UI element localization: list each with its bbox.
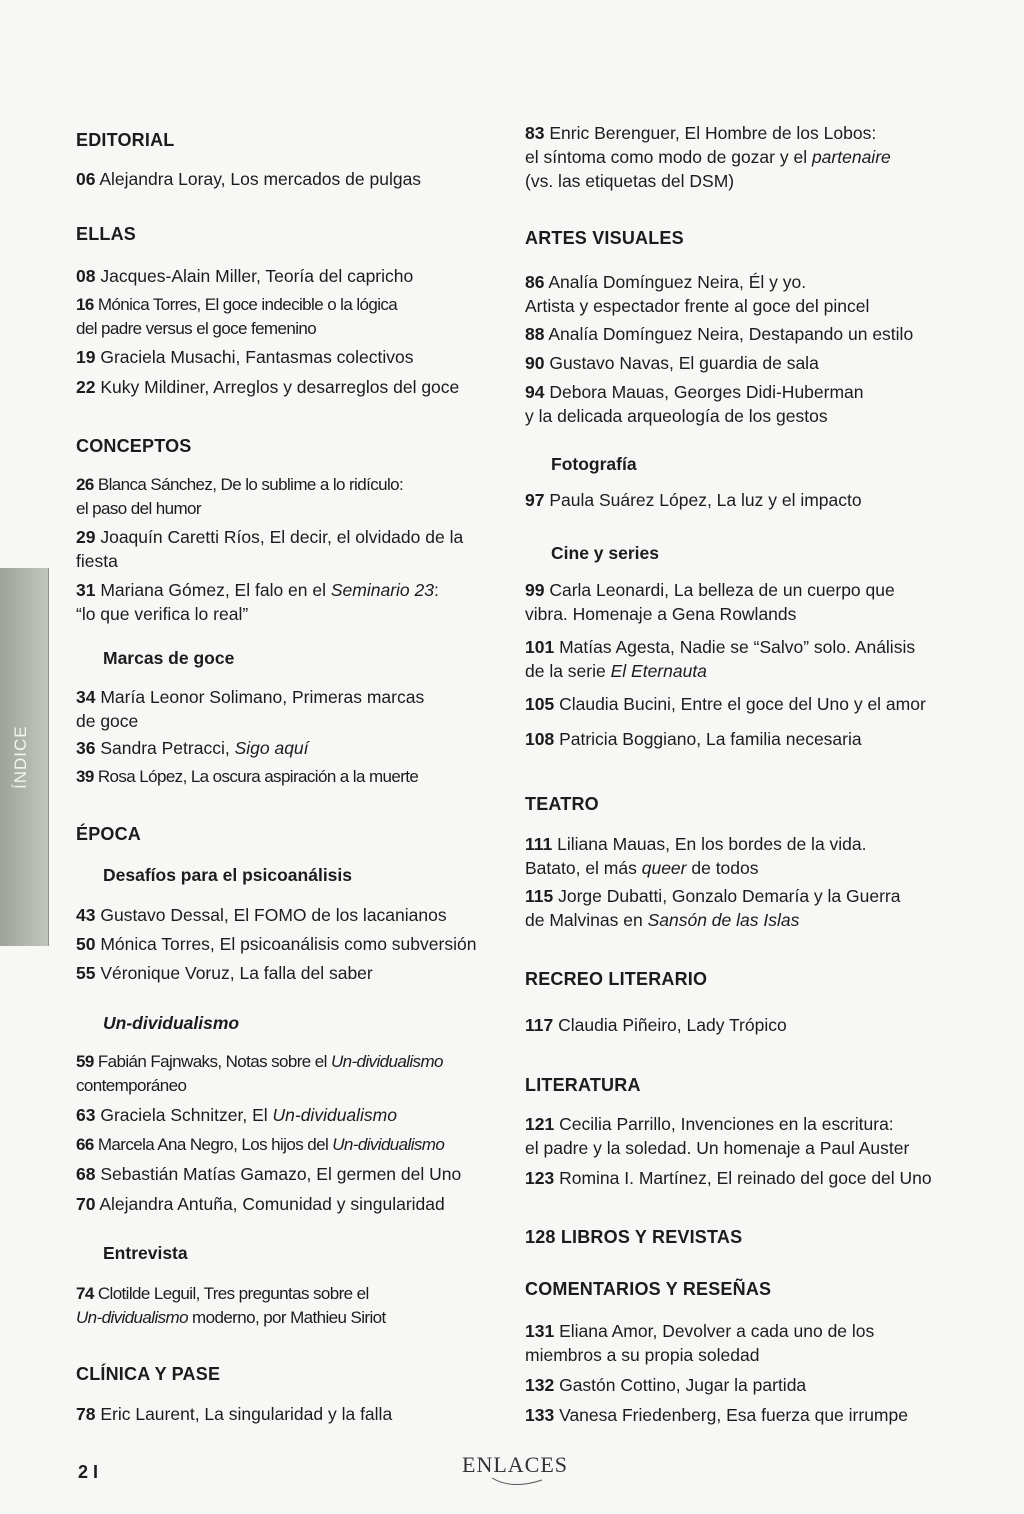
- section-heading-comentarios: COMENTARIOS Y RESEÑAS: [525, 1279, 772, 1299]
- toc-entry[interactable]: 88 Analía Domínguez Neira, Destapando un estilo: [525, 324, 914, 344]
- section-tab-label: ÍNDICE: [11, 725, 30, 789]
- section-heading-literatura: LITERATURA: [525, 1075, 641, 1095]
- page-number: 2 I: [78, 1462, 99, 1482]
- toc-entry[interactable]: 101 Matías Agesta, Nadie se “Salvo” solo. Análisis de la serie El Eternauta: [525, 637, 916, 681]
- toc-entry[interactable]: 115 Jorge Dubatti, Gonzalo Demaría y la Guerra de Malvinas en Sansón de las Islas: [525, 886, 901, 930]
- toc-entry[interactable]: 132 Gastón Cottino, Jugar la partida: [525, 1375, 807, 1395]
- logo-swash-icon: [462, 1474, 582, 1494]
- toc-entry[interactable]: 08 Jacques-Alain Miller, Teoría del capricho: [76, 266, 414, 286]
- toc-entry[interactable]: 63 Graciela Schnitzer, El Un-dividualismo: [76, 1105, 397, 1125]
- subsection-heading-marcas: Marcas de goce: [103, 648, 235, 668]
- section-heading-recreo: RECREO LITERARIO: [525, 969, 708, 989]
- subsection-heading-desafios: Desafíos para el psicoanálisis: [103, 865, 353, 885]
- toc-entry[interactable]: 108 Patricia Boggiano, La familia necesaria: [525, 729, 862, 749]
- logo-text: ENLACES: [462, 1452, 568, 1477]
- toc-entry[interactable]: 36 Sandra Petracci, Sigo aquí: [76, 738, 309, 758]
- subsection-heading-cine: Cine y series: [551, 543, 659, 563]
- toc-entry[interactable]: 83 Enric Berenguer, El Hombre de los Lobos: el síntoma como modo de gozar y el partenaire (vs. las etiquetas del DSM): [525, 123, 891, 191]
- section-heading-teatro: TEATRO: [525, 794, 599, 814]
- toc-entry[interactable]: 26 Blanca Sánchez, De lo sublime a lo ridículo: el paso del humor: [76, 475, 404, 518]
- toc-entry[interactable]: 117 Claudia Piñeiro, Lady Trópico: [525, 1015, 787, 1035]
- toc-entry[interactable]: 68 Sebastián Matías Gamazo, El germen del Uno: [76, 1164, 462, 1184]
- enlaces-logo: [462, 1452, 582, 1492]
- toc-entry[interactable]: 66 Marcela Ana Negro, Los hijos del Un-dividualismo: [76, 1135, 445, 1154]
- toc-entry[interactable]: 131 Eliana Amor, Devolver a cada uno de los miembros a su propia soledad: [525, 1321, 875, 1365]
- toc-entry[interactable]: 34 María Leonor Solimano, Primeras marcas de goce: [76, 687, 425, 731]
- toc-entry[interactable]: 59 Fabián Fajnwaks, Notas sobre el Un-dividualismo contemporáneo: [76, 1052, 443, 1095]
- toc-entry[interactable]: 39 Rosa López, La oscura aspiración a la muerte: [76, 767, 419, 786]
- toc-entry[interactable]: 55 Véronique Voruz, La falla del saber: [76, 963, 373, 983]
- toc-entry[interactable]: 50 Mónica Torres, El psicoanálisis como subversión: [76, 934, 477, 954]
- toc-entry[interactable]: 16 Mónica Torres, El goce indecible o la lógica del padre versus el goce femenino: [76, 295, 398, 338]
- subsection-heading-entrevista: Entrevista: [103, 1243, 188, 1263]
- toc-entry[interactable]: 123 Romina I. Martínez, El reinado del goce del Uno: [525, 1168, 932, 1188]
- toc-entry[interactable]: 22 Kuky Mildiner, Arreglos y desarreglos del goce: [76, 377, 460, 397]
- section-heading-ellas: ELLAS: [76, 224, 137, 244]
- toc-entry[interactable]: 70 Alejandra Antuña, Comunidad y singularidad: [76, 1194, 445, 1214]
- toc-entry[interactable]: 29 Joaquín Caretti Ríos, El decir, el olvidado de la fiesta: [76, 527, 464, 571]
- section-heading-clinica: CLÍNICA Y PASE: [76, 1364, 221, 1384]
- toc-entry[interactable]: 94 Debora Mauas, Georges Didi-Huberman y la delicada arqueología de los gestos: [525, 382, 864, 426]
- toc-entry[interactable]: 133 Vanesa Friedenberg, Esa fuerza que irrumpe: [525, 1405, 908, 1425]
- toc-entry[interactable]: 31 Mariana Gómez, El falo en el Seminario 23: “lo que verifica lo real”: [76, 580, 439, 624]
- toc-entry[interactable]: 105 Claudia Bucini, Entre el goce del Uno y el amor: [525, 694, 926, 714]
- toc-entry[interactable]: 86 Analía Domínguez Neira, Él y yo. Artista y espectador frente al goce del pincel: [525, 272, 870, 316]
- section-heading-epoca: ÉPOCA: [76, 824, 142, 844]
- subsection-heading-fotografia: Fotografía: [551, 454, 637, 474]
- subsection-heading-undividualismo: Un-dividualismo: [103, 1013, 240, 1033]
- toc-entry[interactable]: 99 Carla Leonardi, La belleza de un cuerpo que vibra. Homenaje a Gena Rowlands: [525, 580, 895, 624]
- toc-entry[interactable]: 19 Graciela Musachi, Fantasmas colectivos: [76, 347, 414, 367]
- section-heading-conceptos: CONCEPTOS: [76, 436, 192, 456]
- toc-entry[interactable]: 121 Cecilia Parrillo, Invenciones en la escritura: el padre y la soledad. Un homenaje a Paul Auster: [525, 1114, 910, 1158]
- toc-entry[interactable]: 97 Paula Suárez López, La luz y el impacto: [525, 490, 862, 510]
- section-heading-artes-visuales: ARTES VISUALES: [525, 228, 684, 248]
- toc-entry[interactable]: 78 Eric Laurent, La singularidad y la falla: [76, 1404, 393, 1424]
- section-heading-libros: 128 LIBROS Y REVISTAS: [525, 1227, 743, 1247]
- toc-entry[interactable]: 90 Gustavo Navas, El guardia de sala: [525, 353, 819, 373]
- section-heading-editorial: EDITORIAL: [76, 130, 175, 150]
- toc-entry[interactable]: 111 Liliana Mauas, En los bordes de la vida. Batato, el más queer de todos: [525, 834, 867, 878]
- toc-entry[interactable]: 43 Gustavo Dessal, El FOMO de los lacanianos: [76, 905, 447, 925]
- toc-entry[interactable]: 74 Clotilde Leguil, Tres preguntas sobre el Un-dividualismo moderno, por Mathieu Siriot: [76, 1284, 386, 1327]
- toc-entry[interactable]: 06 Alejandra Loray, Los mercados de pulgas: [76, 169, 422, 189]
